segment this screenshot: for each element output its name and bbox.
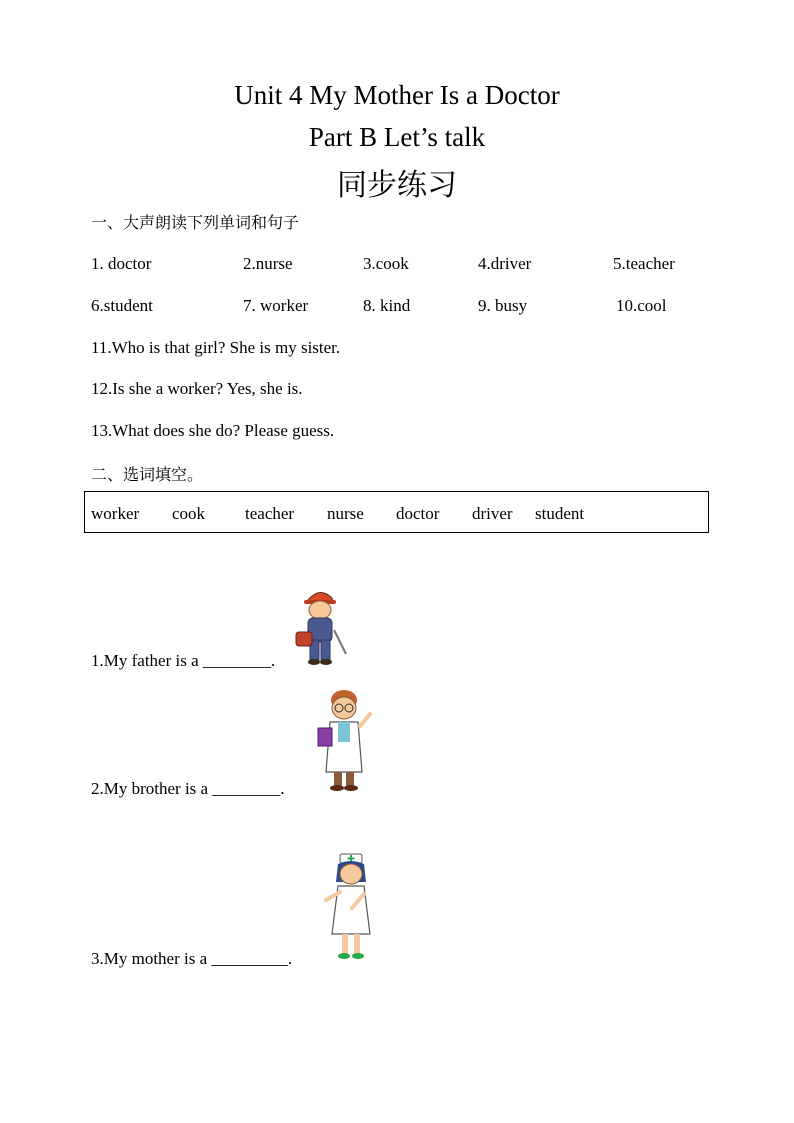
word-bank (84, 491, 709, 533)
word-bank-item: student (535, 504, 585, 523)
word-bank-item: teacher (245, 504, 295, 523)
word-item: 1. doctor (91, 254, 152, 273)
word-item: 6.student (91, 296, 153, 315)
worker-figure (288, 582, 354, 666)
word-bank-item: driver (472, 504, 513, 523)
word-item: 7. worker (243, 296, 309, 315)
word-item: 8. kind (363, 296, 411, 315)
section2-heading: 二、选词填空。 (91, 465, 204, 484)
sentence: 12.Is she a worker? Yes, she is. (91, 379, 303, 398)
subtitle: Part B Let’s talk (308, 122, 486, 152)
word-bank-item: cook (172, 504, 206, 523)
word-item: 9. busy (478, 296, 528, 315)
nurse-figure (322, 852, 376, 964)
doctor-figure (312, 686, 380, 794)
sentence: 13.What does she do? Please guess. (91, 421, 335, 440)
fill-blank-item: 1.My father is a ________. (91, 651, 276, 670)
title: Unit 4 My Mother Is a Doctor (234, 80, 560, 110)
heading-cn: 同步练习 (337, 168, 457, 203)
word-item: 4.driver (478, 254, 532, 273)
word-item: 5.teacher (613, 254, 675, 273)
word-item: 10.cool (616, 296, 667, 315)
word-bank-item: doctor (396, 504, 440, 523)
word-item: 3.cook (363, 254, 409, 273)
sentence: 11.Who is that girl? She is my sister. (91, 338, 341, 357)
section1-heading: 一、大声朗读下列单词和句子 (91, 213, 300, 232)
fill-blank-item: 3.My mother is a _________. (91, 949, 293, 968)
word-bank-item: nurse (327, 504, 364, 523)
word-item: 2.nurse (243, 254, 293, 273)
fill-blank-item: 2.My brother is a ________. (91, 779, 285, 798)
word-bank-item: worker (91, 504, 140, 523)
